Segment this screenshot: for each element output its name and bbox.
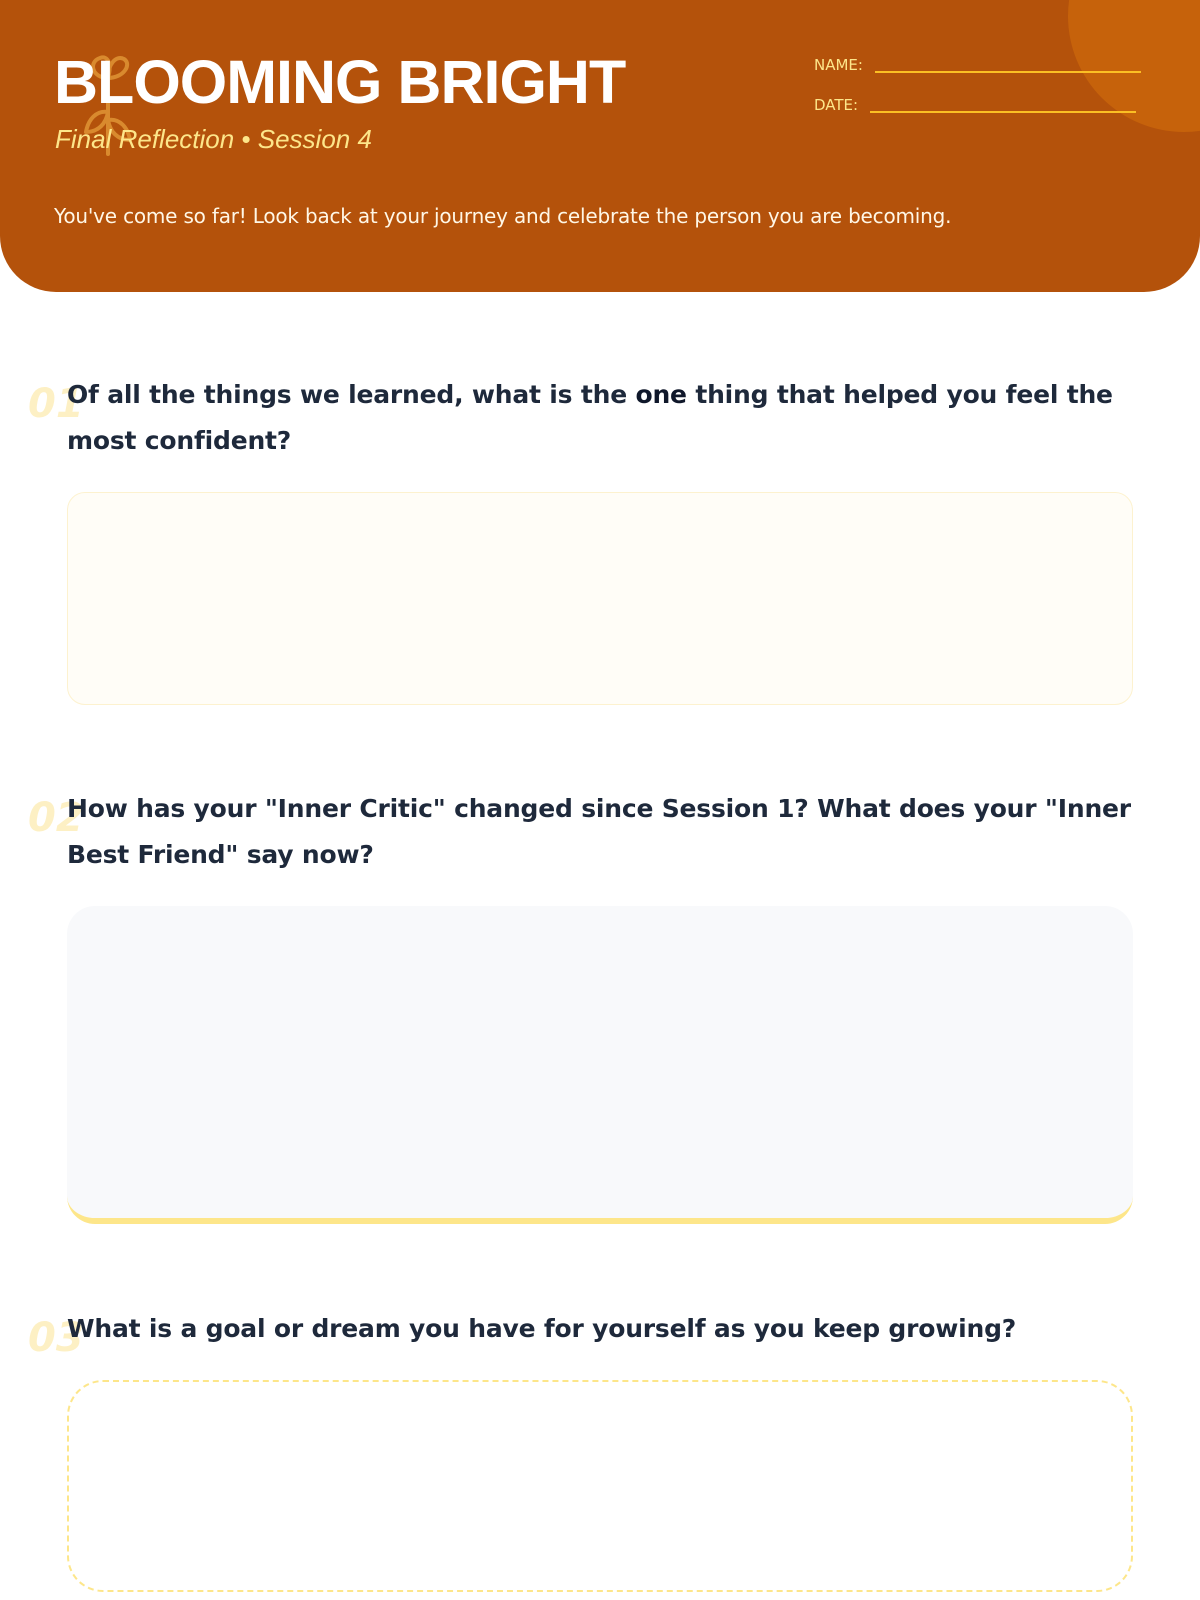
question-text <box>67 372 1147 464</box>
question-text: How has your "Inner Critic" changed since Session 1? What does your "Inner Best Friend" say now? <box>67 794 1131 869</box>
question-emphasis: one <box>635 380 687 409</box>
name-field[interactable] <box>814 56 1141 74</box>
question-number: 03 <box>28 1315 84 1361</box>
date-label: DATE: <box>814 96 859 114</box>
question-text: What is a goal or dream you have for yourself as you keep growing? <box>67 1314 1017 1343</box>
question-text-part: thing that helped you feel the most confident? <box>67 380 1113 455</box>
date-line[interactable] <box>870 111 1136 113</box>
date-field[interactable] <box>814 96 1136 114</box>
intro-text: You've come so far! Look back at your journey and celebrate the person you are becoming. <box>54 204 952 228</box>
worksheet-subtitle: Final Reflection • Session 4 <box>55 124 372 154</box>
question-number: 01 <box>28 381 84 427</box>
question-number: 02 <box>28 795 84 841</box>
name-label: NAME: <box>814 56 863 74</box>
answer-box[interactable] <box>67 492 1133 705</box>
worksheet-title: BLOOMING BRIGHT <box>54 48 626 116</box>
answer-box[interactable] <box>67 1380 1133 1592</box>
answer-box[interactable] <box>67 906 1133 1224</box>
question-text-part: Of all the things we learned, what is the <box>67 380 636 409</box>
name-line[interactable] <box>875 71 1141 73</box>
worksheet-header <box>0 0 1200 292</box>
